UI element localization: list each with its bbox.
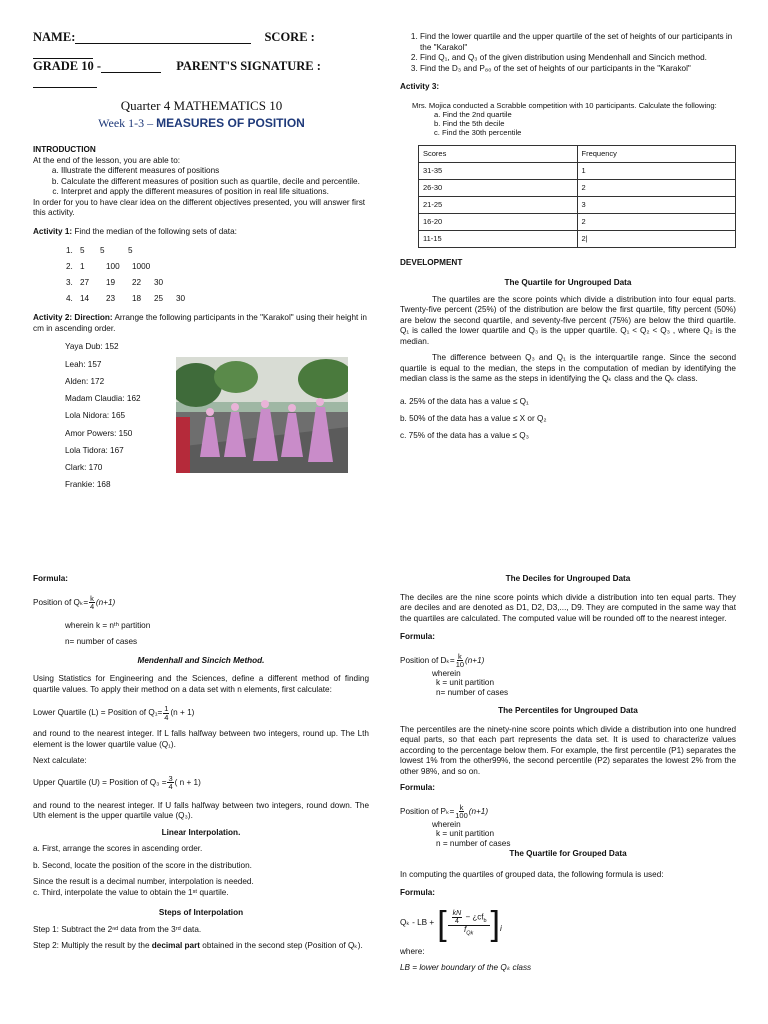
score-label: SCORE : xyxy=(264,30,315,44)
bottom-right-column xyxy=(400,574,736,974)
activity3-items xyxy=(434,110,736,137)
activity2-label: Activity 2: Direction: xyxy=(33,313,113,323)
lower-quartile-note: and round to the nearest integer. If L falls halfway between two integers, round up. The Lth element is the lower quartile value (Q₁). xyxy=(33,729,369,749)
table-row: 16-20 2 xyxy=(419,213,736,230)
mendenhall-title: Mendenhall and Sincich Method. xyxy=(137,655,265,665)
task-item: 2. Find Q₁, and Q₃ of the given distribution using Mendenhall and Sincich method. xyxy=(420,53,736,64)
quarter-title: Quarter 4 MATHEMATICS 10 xyxy=(120,97,283,113)
steps-interpolation-title: Steps of Interpolation xyxy=(158,908,244,917)
bottom-left-column xyxy=(33,574,369,952)
activity3-item: c. Find the 30th percentile xyxy=(434,127,522,137)
grouped-lb-definition: LB = lower boundary of the Qₖ class xyxy=(400,963,532,973)
karakol-parade-photo xyxy=(176,357,348,473)
quartile-paragraph-2: The difference between Q₃ and Q₁ is the interquartile range. Since the second quartile is equal to the median, the steps in the computation of median by identifying the median class is the same as the steps in identifying the Qₖ class and the Qₖ class. xyxy=(400,353,736,384)
median-set-row: 2. 1 100 1000 xyxy=(66,262,151,272)
score-blank[interactable] xyxy=(33,47,93,59)
upper-quartile-note: and round to the nearest integer. If U falls halfway between two integers, round down. The Uth element is the upper quartile value (Q₃). xyxy=(33,800,369,820)
activity3-label: Activity 3: xyxy=(400,82,440,91)
deciles-formula-label: Formula: xyxy=(400,632,436,641)
activity1-label: Activity 1: xyxy=(33,226,73,236)
grade-label: GRADE 10 - xyxy=(33,58,102,73)
introduction-section xyxy=(33,145,370,219)
linear-interpolation-title: Linear Interpolation. xyxy=(161,827,241,837)
table-header-row xyxy=(419,145,736,162)
grade-line xyxy=(33,59,370,73)
objective-item: c. Interpret and apply the different measures of position in real life situations. xyxy=(61,187,370,198)
upper-quartile-formula: Upper Quartile (U) = Position of Q₃ = $\frac{3}{4}$ ( n + 1) xyxy=(33,773,201,791)
median-set-row: 4. 14 23 18 25 30 xyxy=(66,294,186,304)
intro-lead: At the end of the lesson, you are able to: xyxy=(33,155,181,165)
week-title: MEASURES OF POSITION xyxy=(156,116,305,131)
week-prefix: Week 1-3 – xyxy=(98,116,157,131)
wherein-note: wherein k = nᵗʰ partition xyxy=(65,620,151,630)
percentiles-text: The percentiles are the ninety-nine score points which divide a distribution into one hundred equal parts, so that each part represents the data set. It is used to characterize values according to the percentage below them. For example, the first percentile (P1) separates the lowest 1% from the other99%, the second percentile (P2) separates the lowest 2% from the other 98%, and so on. xyxy=(400,724,736,776)
activity3-text: Mrs. Mojica conducted a Scrabble competition with 10 participants. Calculate the following: xyxy=(412,100,717,110)
objectives-list xyxy=(33,166,370,198)
participant-item: Amor Powers: 150 xyxy=(65,428,133,438)
deciles-title: The Deciles for Ungrouped Data xyxy=(505,574,631,583)
activity2-task-list xyxy=(400,32,736,74)
task-item: 3. Find the D₃ and P₈₀ of the set of heights of our participants in the "Karakol" xyxy=(420,64,736,75)
frequency-table xyxy=(418,145,736,248)
task-item: 1. Find the lower quartile and the upper quartile of the set of heights of our participants in the "Karakol" xyxy=(420,32,736,53)
percentile-wherein: wherein k = unit partition n = number of cases xyxy=(432,819,511,849)
participant-item: Lola Tidora: 167 xyxy=(65,445,124,455)
percentiles-title: The Percentiles for Ungrouped Data xyxy=(498,706,638,716)
activity3-item: a. Find the 2nd quartile xyxy=(434,109,512,119)
grouped-where: where: xyxy=(400,946,425,956)
activity3-item: b. Find the 5th decile xyxy=(434,118,505,128)
participant-item: Alden: 172 xyxy=(65,376,105,386)
median-sets xyxy=(66,243,370,307)
grade-blank[interactable] xyxy=(101,61,161,73)
decile-position-formula: Position of Dₖ= $\frac{k}{10}$ (n+1) xyxy=(400,651,485,669)
table-row: 11-15 2| xyxy=(419,230,736,247)
name-label: NAME: xyxy=(33,30,76,44)
quartile-ungrouped-title: The Quartile for Ungrouped Data xyxy=(504,278,632,288)
quartile-point: b. 50% of the data has a value ≤ X or Q₂ xyxy=(400,414,547,424)
grouped-quartile-title: The Quartile for Grouped Data xyxy=(509,849,627,859)
objective-item: b. Calculate the different measures of position such as quartile, decile and percentile. xyxy=(61,177,370,188)
next-calculate: Next calculate: xyxy=(33,756,87,765)
deciles-text: The deciles are the nine score points which divide a distribution into ten equal parts. They are deciles and are denoted as D1, D2, D3,..., D9. They are computed in the same way that the quartiles are calculated. The computed value will be rounded off to the nearest integer. xyxy=(400,592,736,623)
name-score-line xyxy=(33,30,370,59)
table-header: Scores xyxy=(419,145,578,162)
participant-item: Madam Claudia: 162 xyxy=(65,394,141,404)
signature-line xyxy=(33,73,370,87)
objective-item: a. Illustrate the different measures of positions xyxy=(61,166,370,177)
linear-step-a: a. First, arrange the scores in ascending order. xyxy=(33,844,203,853)
intro-closing: In order for you to have clear idea on the different objectives presented, you will answer first this activity. xyxy=(33,197,366,218)
table-row: 31-35 1 xyxy=(419,162,736,179)
quartile-paragraph-1: The quartiles are the score points which divide a distribution into four equal parts. Twenty-five percent (25%) of the distribution are below the first quartile, fifty percent (50%) are below the second quartile, and seventy-five percent (75%) are below the third quartile. Q₁ is called the lower quartile and Q₃ is the upper quartile. Q₁ < Q₂ < Q₃ , where Q₂ is the median. xyxy=(400,294,736,346)
formula-label: Formula: xyxy=(33,574,69,583)
parent-signature-label: PARENT'S SIGNATURE : xyxy=(176,58,321,73)
interpolation-step-1: Step 1: Subtract the 2ⁿᵈ data from the 3ʳᵈ data. xyxy=(33,924,202,934)
participant-item: Lola Nidora: 165 xyxy=(65,411,126,421)
median-set-row: 3. 27 19 22 30 xyxy=(66,278,164,288)
participant-item: Frankie: 168 xyxy=(65,480,111,490)
n-cases-note: n= number of cases xyxy=(65,637,138,646)
activity1-text: Find the median of the following sets of data: xyxy=(74,226,237,236)
quartile-point: a. 25% of the data has a value ≤ Q₁ xyxy=(400,396,529,406)
quartile-position-formula: Position of Qₖ= $\frac{k}{4}$ (n+1) xyxy=(33,593,116,611)
week-title-line xyxy=(33,116,370,131)
grouped-formula-label: Formula: xyxy=(400,888,436,898)
linear-note: Since the result is a decimal number, interpolation is needed. xyxy=(33,877,254,886)
participant-item: Yaya Dub: 152 xyxy=(65,342,119,352)
name-blank[interactable] xyxy=(75,32,251,44)
lower-quartile-formula: Lower Quartile (L) = Position of Q₁= $\frac{1}{4}$ (n + 1) xyxy=(33,704,195,722)
grouped-quartile-text: In computing the quartiles of grouped data, the following formula is used: xyxy=(400,869,664,879)
decile-wherein: wherein k = unit partition n= number of cases xyxy=(432,668,509,698)
linear-step-c: c. Third, interpolate the value to obtain the 1ˢᵗ quartile. xyxy=(33,887,229,897)
right-column xyxy=(400,32,736,445)
table-row: 21-25 3 xyxy=(419,196,736,213)
percentiles-formula-label: Formula: xyxy=(400,783,436,793)
quartile-point: c. 75% of the data has a value ≤ Q₃ xyxy=(400,431,529,441)
grouped-quartile-formula: Qₖ - LB + [ $\frac{kN}{4}$ − ¿$cf_b$ $f_{Qk}$ ] i xyxy=(400,904,502,943)
linear-step-b: b. Second, locate the position of the score in the distribution. xyxy=(33,860,252,870)
participant-item: Leah: 157 xyxy=(65,359,102,369)
signature-blank[interactable] xyxy=(33,76,97,88)
table-row: 26-30 2 xyxy=(419,179,736,196)
median-set-row: 1. 5 5 5 xyxy=(66,246,133,256)
development-heading: DEVELOPMENT xyxy=(400,257,463,267)
percentile-position-formula: Position of Pₖ= $\frac{k}{100}$ (n+1) xyxy=(400,802,489,821)
quartile-points xyxy=(400,393,736,445)
activity1-section xyxy=(33,227,370,307)
activity2-text: Arrange the following participants in the "Karakol" using their height in cm in ascending order. xyxy=(33,313,367,333)
intro-heading: INTRODUCTION xyxy=(33,145,96,155)
interpolation-step-2: Step 2: Multiply the result by the decimal part obtained in the second step (Position of Qₖ). xyxy=(33,941,363,950)
participant-item: Clark: 170 xyxy=(65,462,103,472)
table-header: Frequency xyxy=(577,145,736,162)
mendenhall-text: Using Statistics for Engineering and the Sciences, define a different method of finding quartile values. To apply their method on a data set with n elements, first calculate: xyxy=(33,674,369,694)
